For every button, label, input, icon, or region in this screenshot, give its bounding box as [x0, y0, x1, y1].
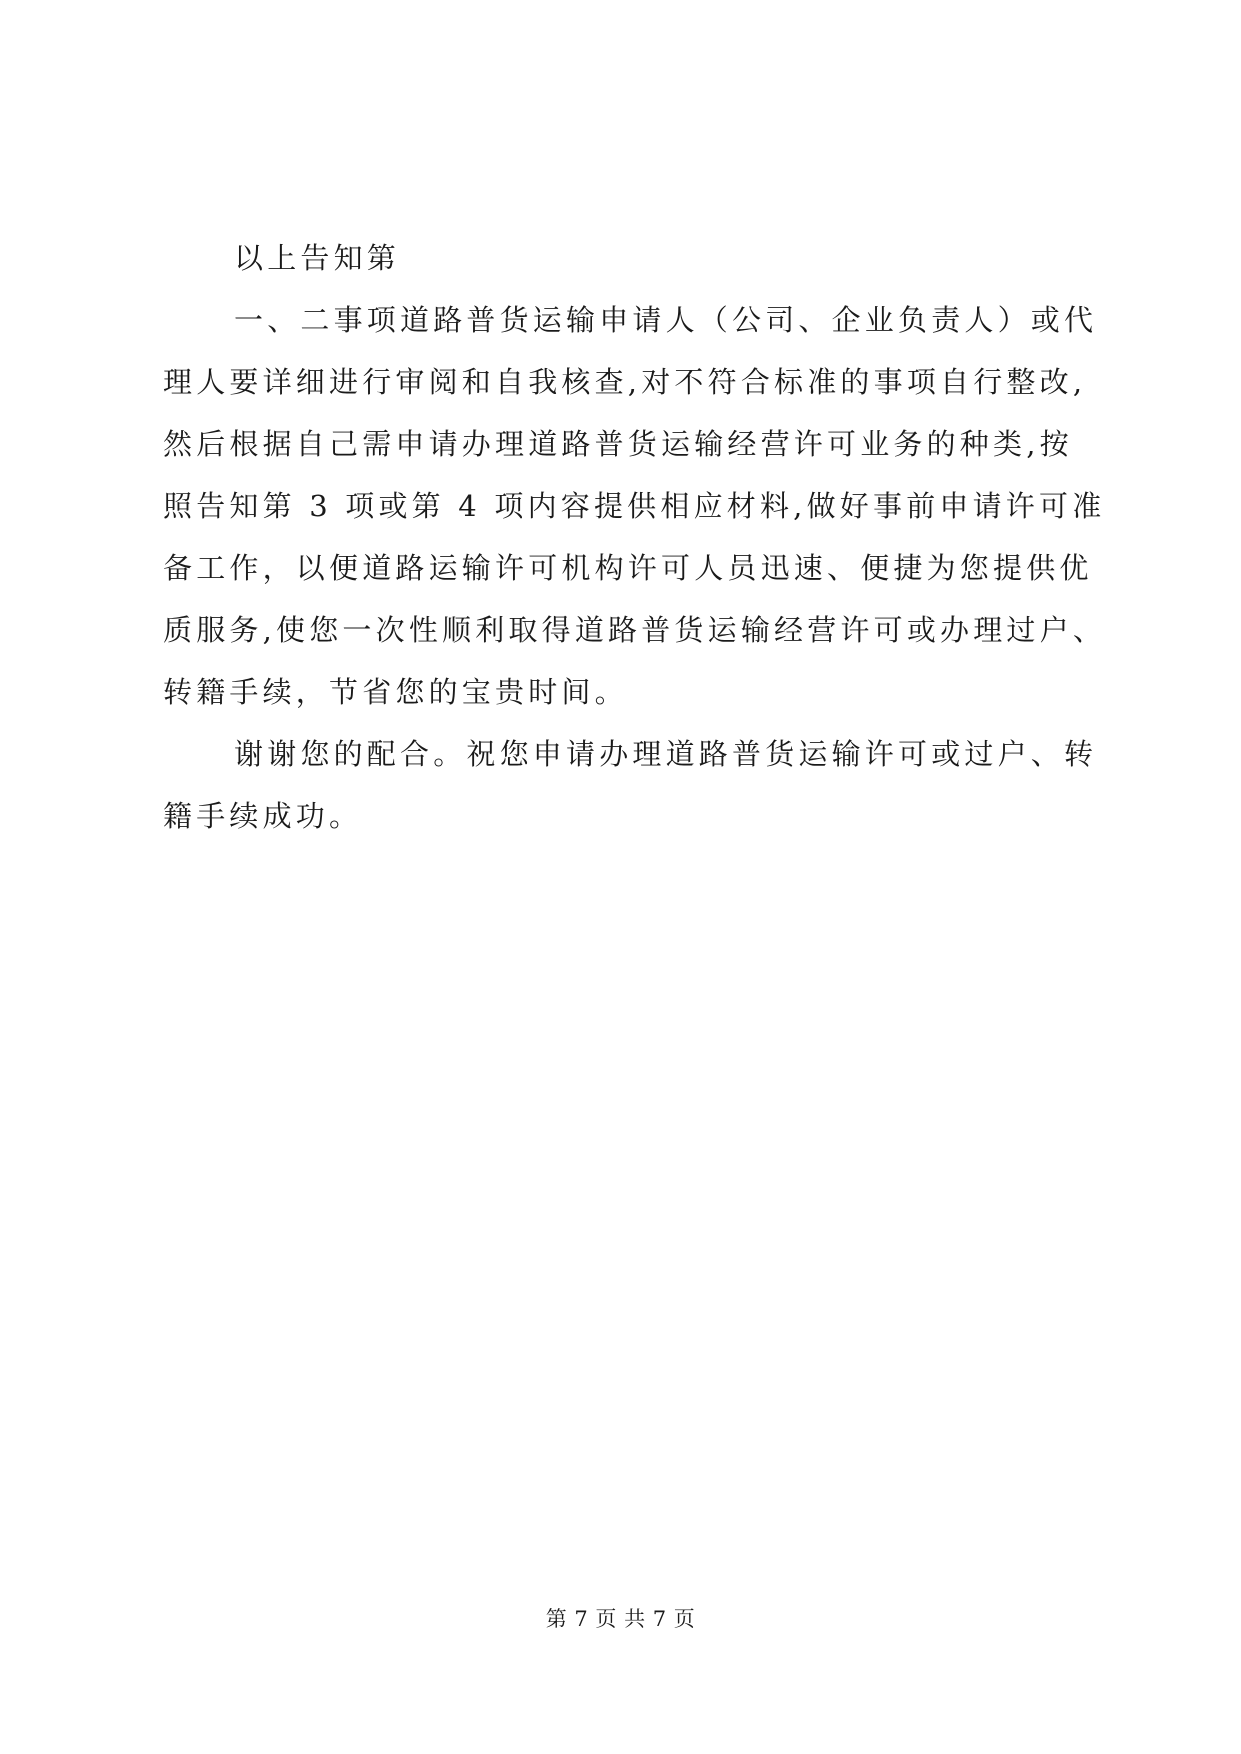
paragraph-line-1: 以上告知第	[234, 241, 401, 275]
page-number-footer: 第 7 页 共 7 页	[545, 1607, 696, 1631]
paragraph-line-5: 照告知第 3 项或第 4 项内容提供相应材料,做好事前申请许可准	[163, 489, 1106, 523]
paragraph-line-10: 籍手续成功。	[163, 799, 363, 833]
paragraph-line-2: 一、二事项道路普货运输申请人（公司、企业负责人）或代	[234, 303, 1098, 337]
paragraph-line-9: 谢谢您的配合。祝您申请办理道路普货运输许可或过户、转	[234, 737, 1098, 771]
paragraph-line-8: 转籍手续，节省您的宝贵时间。	[163, 675, 628, 709]
paragraph-line-7: 质服务,使您一次性顺利取得道路普货运输经营许可或办理过户、	[163, 613, 1107, 647]
paragraph-line-3: 理人要详细进行审阅和自我核查,对不符合标准的事项自行整改,	[163, 365, 1087, 399]
paragraph-line-6: 备工作，以便道路运输许可机构许可人员迅速、便捷为您提供优	[163, 551, 1093, 585]
paragraph-line-4: 然后根据自己需申请办理道路普货运输经营许可业务的种类,按	[163, 427, 1073, 461]
